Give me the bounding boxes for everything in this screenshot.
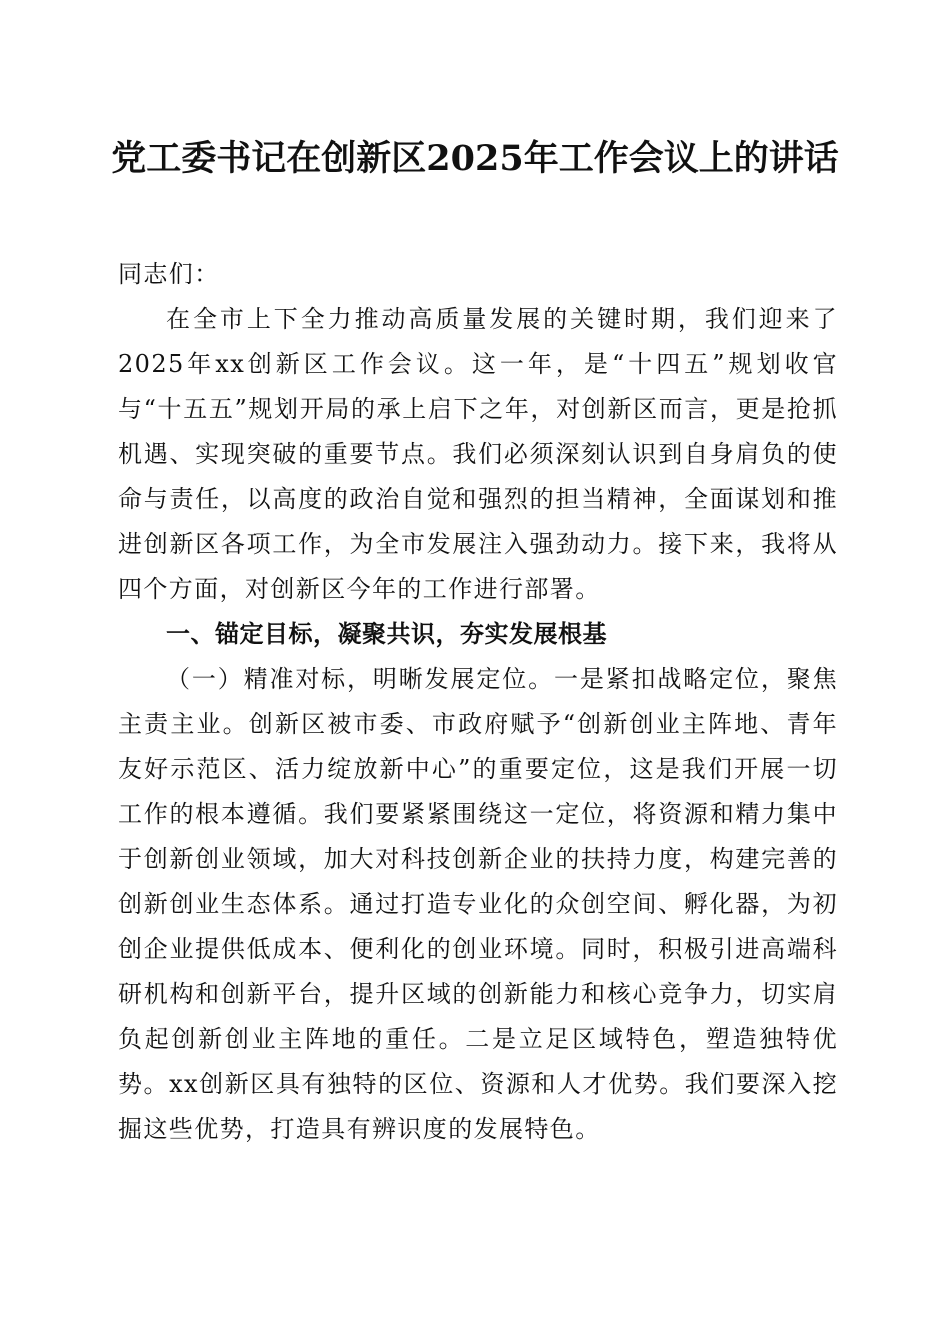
section-paragraph: （一）精准对标，明晰发展定位。一是紧扣战略定位，聚焦主责主业。创新区被市委、市政府赋予“创新创业主阵地、青年友好示范区、活力绽放新中心”的重要定位，这是我们开展一切工作的根本遵循。我们要紧紧围绕这一定位，将资源和精力集中于创新创业领域，加大对科技创新企业的扶持力度，构建完善的创新创业生态体系。通过打造专业化的众创空间、孵化器，为初创企业提供低成本、便利化的创业环境。同时，积极引进高端科研机构和创新平台，提升区域的创新能力和核心竞争力，切实肩负起创新创业主阵地的重任。二是立足区域特色，塑造独特优势。xx创新区具有独特的区位、资源和人才优势。我们要深入挖掘这些优势，打造具有辨识度的发展特色。 [118,665,838,1143]
intro-paragraph: 在全市上下全力推动高质量发展的关键时期，我们迎来了2025年xx创新区工作会议。这一年，是“十四五”规划收官与“十五五”规划开局的承上启下之年，对创新区而言，更是抢抓机遇、实现突破的重要节点。我们必须深刻认识到自身肩负的使命与责任，以高度的政治自觉和强烈的担当精神，全面谋划和推进创新区各项工作，为全市发展注入强劲动力。接下来，我将从四个方面，对创新区今年的工作进行部署。 [118,305,838,603]
section-heading: 一、锚定目标，凝聚共识，夯实发展根基 [166,620,607,648]
document-body [118,252,838,1152]
document-title: 党工委书记在创新区2025年工作会议上的讲话 [111,138,839,179]
salutation: 同志们： [118,260,220,288]
